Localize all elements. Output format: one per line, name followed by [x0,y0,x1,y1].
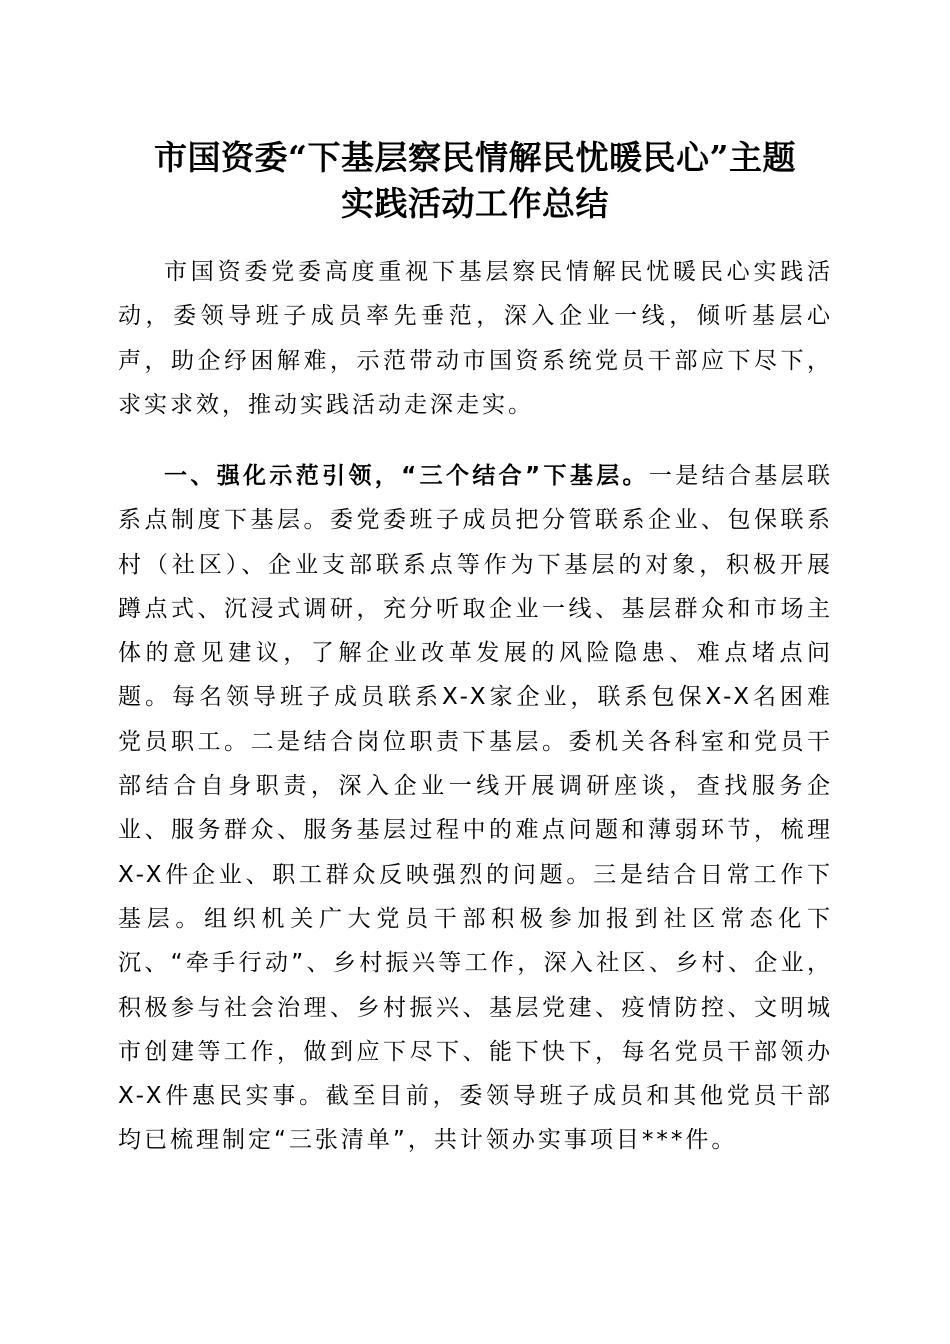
document-title-line2: 实践活动工作总结 [341,184,609,223]
section-one [118,454,833,1163]
section-one-body: 一是结合基层联系点制度下基层。委党委班子成员把分管联系企业、包保联系村（社区）、企业支部联系点等作为下基层的对象，积极开展蹲点式、沉浸式调研，充分听取企业一线、基层群众和市场主体的意见建议，了解企业改革发展的风险隐患、难点堵点问题。每名领导班子成员联系X-X家企业，联系包保X-X名困难党员职工。二是结合岗位职责下基层。委机关各科室和党员干部结合自身职责，深入企业一线开展调研座谈，查找服务企业、服务群众、服务基层过程中的难点问题和薄弱环节，梳理X-X件企业、职工群众反映强烈的问题。三是结合日常工作下基层。组织机关广大党员干部积极参加报到社区常态化下沉、“牵手行动”、乡村振兴等工作，深入社区、乡村、企业，积极参与社会治理、乡村振兴、基层党建、疫情防控、文明城市创建等工作，做到应下尽下、能下快下，每名党员干部领办X-X件惠民实事。截至目前，委领导班子成员和其他党员干部均已梳理制定“三张清单”，共计领办实事项目***件。 [118,463,834,1154]
section-one-paragraph [118,454,833,1163]
intro-paragraph: 市国资委党委高度重视下基层察民情解民忧暖民心实践活动，委领导班子成员率先垂范，深入企业一线，倾听基层心声，助企纾困解难，示范带动市国资系统党员干部应下尽下，求实求效，推动实践活动走深走实。 [118,259,833,418]
document-title-line1: 市国资委“下基层察民情解民忧暖民心”主题 [154,138,796,177]
section-one-heading: 一、强化示范引领，“三个结合”下基层。 [164,463,649,489]
intro-section [118,250,833,427]
